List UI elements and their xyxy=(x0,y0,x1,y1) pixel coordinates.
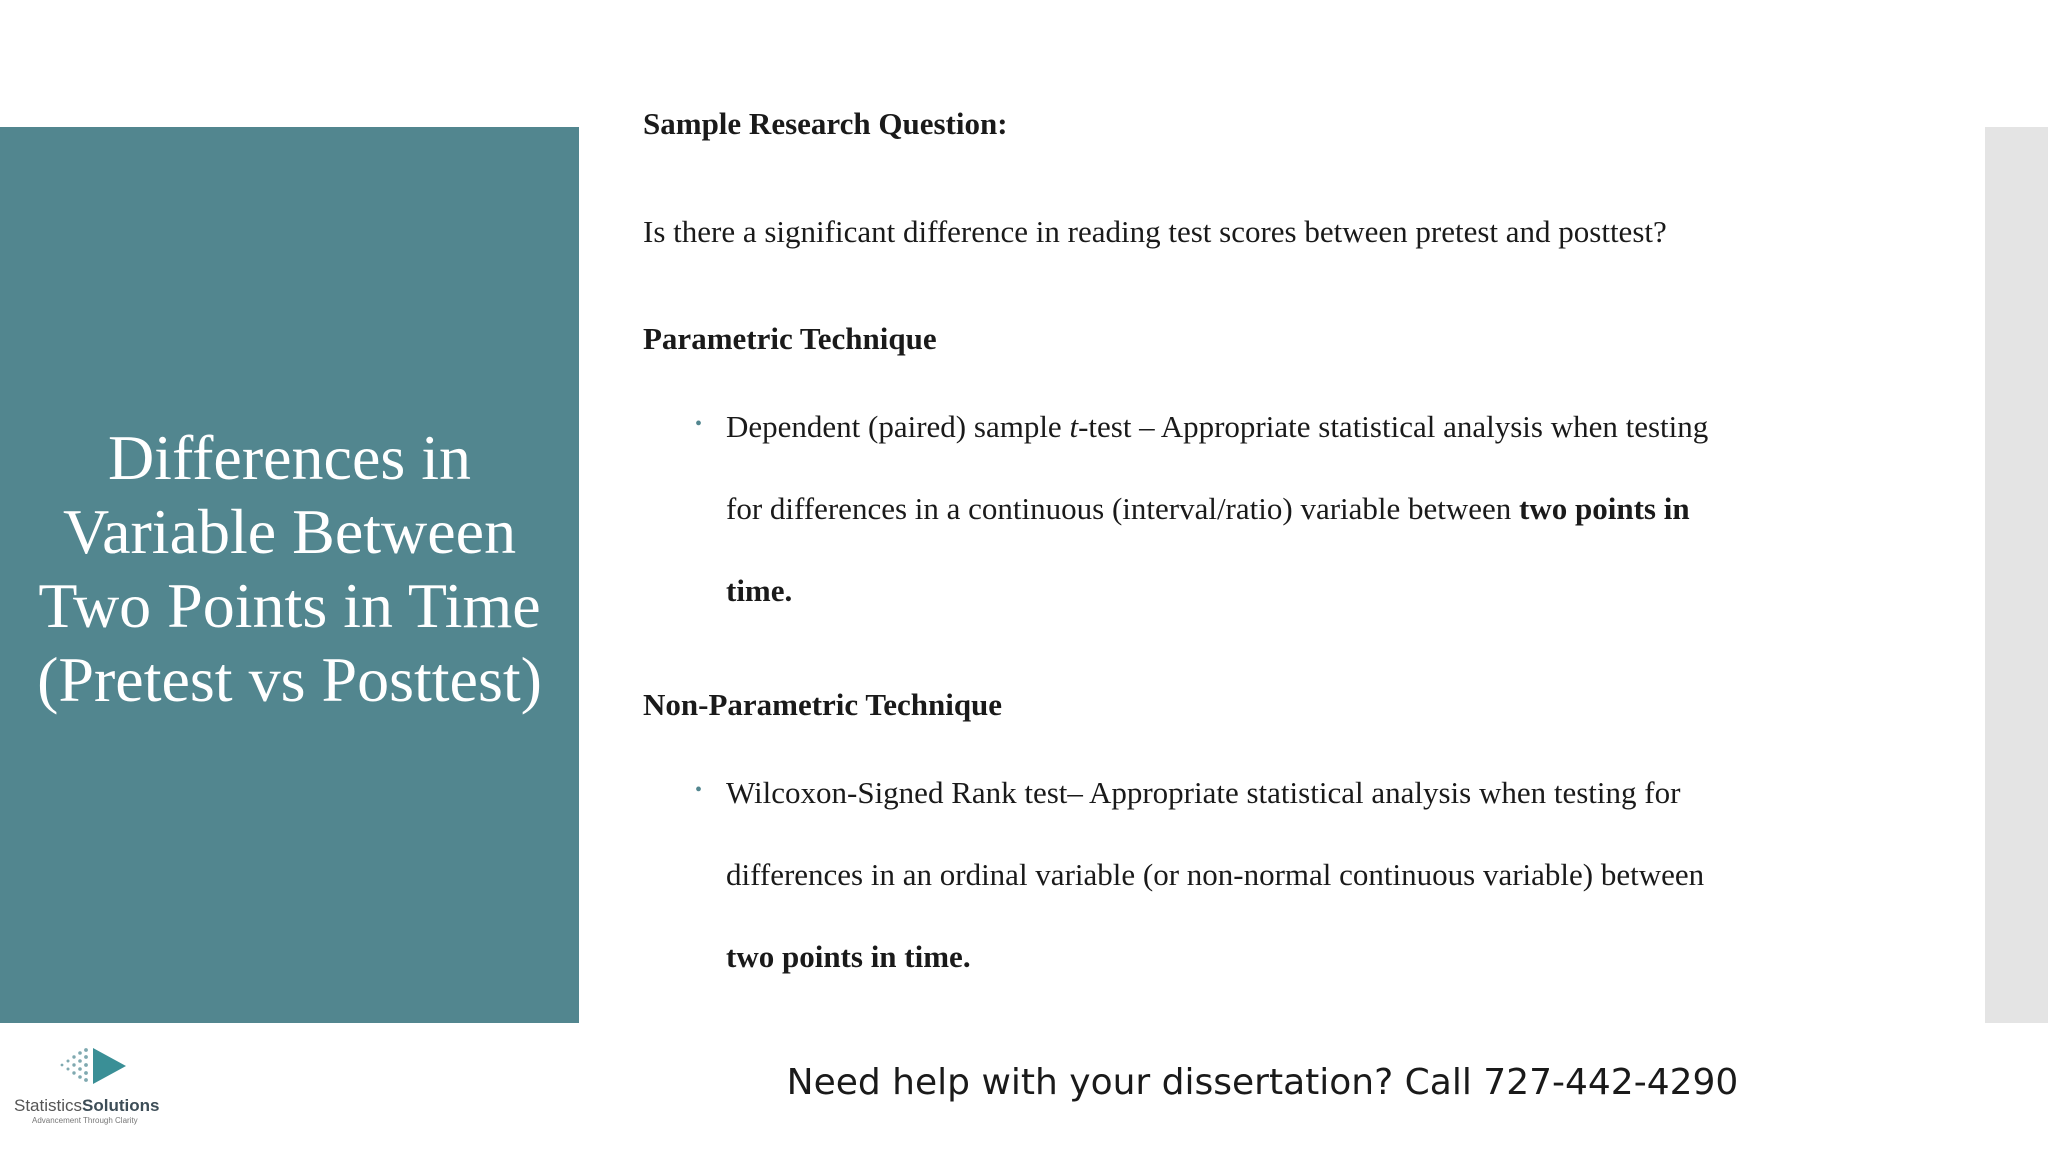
bullet-icon: • xyxy=(695,779,703,801)
logo-wordmark: StatisticsSolutions xyxy=(14,1096,160,1115)
research-question-text: Is there a significant difference in reading test scores between pretest and posttest? xyxy=(643,214,1667,249)
bullet-icon: • xyxy=(695,413,703,435)
play-triangle-dots-icon xyxy=(44,1044,144,1090)
parametric-line-1: Dependent (paired) sample t-test – Appropriate statistical analysis when testing xyxy=(726,409,1709,444)
nonparametric-line-2: differences in an ordinal variable (or non-normal continuous variable) between xyxy=(726,857,1705,892)
parametric-line-2: for differences in a continuous (interval/ratio) variable between two points in xyxy=(726,491,1690,526)
nonparametric-heading: Non-Parametric Technique xyxy=(643,687,1003,722)
slide-title: Differences in Variable Between Two Points in Time (Pretest vs Posttest) xyxy=(37,422,542,715)
logo-tagline: Advancement Through Clarity xyxy=(32,1116,138,1125)
statistics-solutions-logo xyxy=(14,1044,174,1126)
title-panel xyxy=(0,127,579,1023)
parametric-heading: Parametric Technique xyxy=(643,321,937,356)
parametric-line-3: time. xyxy=(726,573,793,608)
nonparametric-line-1: Wilcoxon-Signed Rank test– Appropriate statistical analysis when testing for xyxy=(726,775,1681,810)
research-question-heading: Sample Research Question: xyxy=(643,106,1008,141)
footer-call-to-action: Need help with your dissertation? Call 727-442-4290 xyxy=(786,1062,1739,1103)
right-side-bar xyxy=(1985,127,2048,1023)
nonparametric-line-3: two points in time. xyxy=(726,939,971,974)
